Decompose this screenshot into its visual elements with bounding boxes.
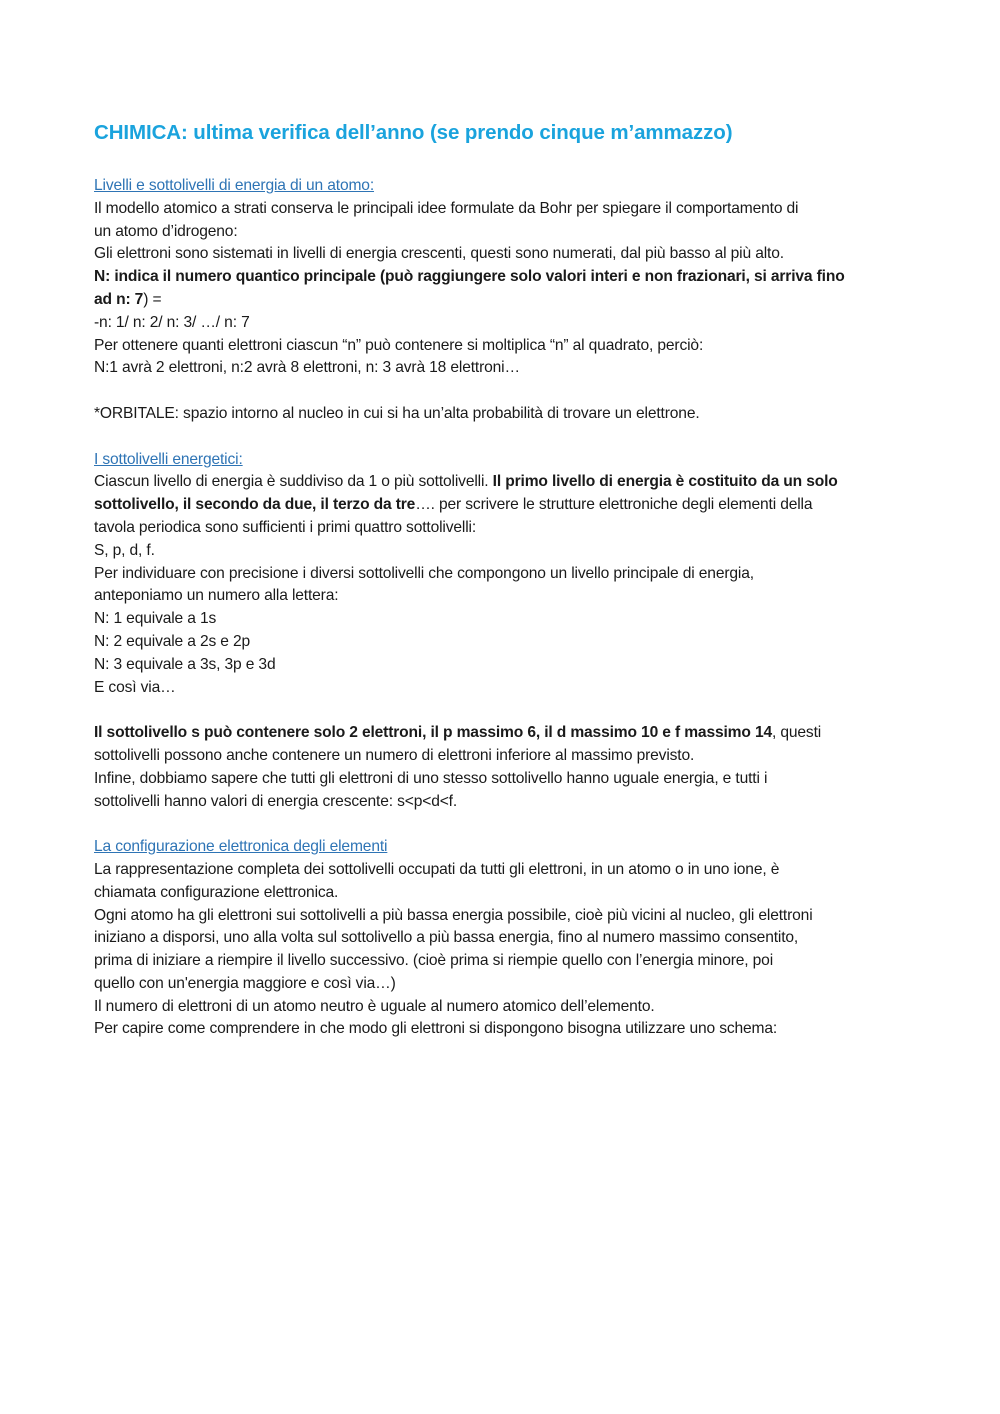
bold-text: N: indica il numero quantico principale (può raggiungere solo valori interi e non frazionari, si arriva fino — [94, 268, 845, 286]
section-heading-livelli: Livelli e sottolivelli di energia di un atomo: — [94, 177, 375, 194]
paragraph-line: N: 1 equivale a 1s — [94, 610, 217, 628]
paragraph-line — [94, 494, 906, 517]
paragraph-line — [94, 266, 906, 289]
bold-text: Il sottolivello s può contenere solo 2 elettroni, il p massimo 6, il d massimo 10 e f massimo 14 — [94, 724, 772, 742]
paragraph-line — [94, 289, 906, 312]
paragraph-line: Ogni atomo ha gli elettroni sui sottolivelli a più bassa energia possibile, cioè più vicini al nucleo, gli elettroni — [94, 906, 813, 924]
paragraph-line: tavola periodica sono sufficienti i primi quattro sottolivelli: — [94, 518, 477, 536]
paragraph-line: anteponiamo un numero alla lettera: — [94, 587, 339, 605]
paragraph-line: N:1 avrà 2 elettroni, n:2 avrà 8 elettroni, n: 3 avrà 18 elettroni… — [94, 359, 520, 377]
paragraph-line: chiamata configurazione elettronica. — [94, 883, 339, 901]
plain-text: …. per scrivere le strutture elettroniche degli elementi della — [415, 496, 813, 514]
paragraph-line: Infine, dobbiamo sapere che tutti gli elettroni di uno stesso sottolivello hanno uguale energia, e tutti i — [94, 769, 768, 787]
document-title: CHIMICA: ultima verifica dell’anno (se prendo cinque m’ammazzo) — [94, 121, 733, 144]
paragraph-line: prima di iniziare a riempire il livello successivo. (cioè prima si riempie quello con l’energia minore, poi — [94, 952, 774, 970]
spacer — [94, 813, 906, 836]
paragraph-line: iniziano a disporsi, uno alla volta sul sottolivello a più bassa energia, fino al numero massimo consentito, — [94, 929, 799, 947]
bold-text: ad n: 7 — [94, 290, 144, 308]
paragraph-line: Il modello atomico a strati conserva le principali idee formulate da Bohr per spiegare il comportamento di — [94, 199, 799, 217]
paragraph-line: -n: 1/ n: 2/ n: 3/ …/ n: 7 — [94, 313, 250, 331]
spacer — [94, 426, 906, 449]
paragraph-line: S, p, d, f. — [94, 541, 155, 559]
paragraph-line — [94, 471, 906, 494]
paragraph-line: La rappresentazione completa dei sottolivelli occupati da tutti gli elettroni, in un atomo o in uno ione, è — [94, 860, 780, 878]
paragraph-line: Gli elettroni sono sistemati in livelli di energia crescenti, questi sono numerati, dal più basso al più alto. — [94, 245, 784, 263]
paragraph-line — [94, 722, 906, 745]
paragraph-line: N: 2 equivale a 2s e 2p — [94, 632, 251, 650]
section-heading-configurazione: La configurazione elettronica degli elementi — [94, 838, 388, 856]
spacer — [94, 380, 906, 403]
plain-text: , questi — [772, 724, 822, 742]
paragraph-line: N: 3 equivale a 3s, 3p e 3d — [94, 655, 276, 673]
plain-text: Ciascun livello di energia è suddiviso da 1 o più sottolivelli. — [94, 473, 493, 491]
paragraph-line: Per capire come comprendere in che modo gli elettroni si dispongono bisogna utilizzare uno schema: — [94, 1020, 778, 1038]
section-heading-sottolivelli: I sottolivelli energetici: — [94, 450, 243, 468]
document-page — [94, 118, 906, 1041]
bold-text: sottolivello, il secondo da due, il terzo da tre — [94, 496, 416, 514]
paragraph-line: sottolivelli possono anche contenere un numero di elettroni inferiore al massimo previsto. — [94, 746, 695, 764]
paragraph-line: sottolivelli hanno valori di energia crescente: s<p<d<f. — [94, 792, 458, 810]
paragraph-line: E così via… — [94, 678, 176, 696]
paragraph-line: un atomo d’idrogeno: — [94, 222, 238, 240]
paragraph-line: Per individuare con precisione i diversi sottolivelli che compongono un livello principale di energia, — [94, 564, 754, 582]
spacer — [94, 699, 906, 722]
plain-text: ) = — [143, 290, 162, 308]
orbitale-definition: *ORBITALE: spazio intorno al nucleo in cui si ha un’alta probabilità di trovare un elettrone. — [94, 404, 700, 422]
paragraph-line: Il numero di elettroni di un atomo neutro è uguale al numero atomico dell’elemento. — [94, 997, 655, 1015]
bold-text: Il primo livello di energia è costituito da un solo — [492, 473, 838, 491]
paragraph-line: Per ottenere quanti elettroni ciascun “n” può contenere si moltiplica “n” al quadrato, perciò: — [94, 336, 704, 354]
paragraph-line: quello con un'energia maggiore e così via…) — [94, 974, 396, 992]
